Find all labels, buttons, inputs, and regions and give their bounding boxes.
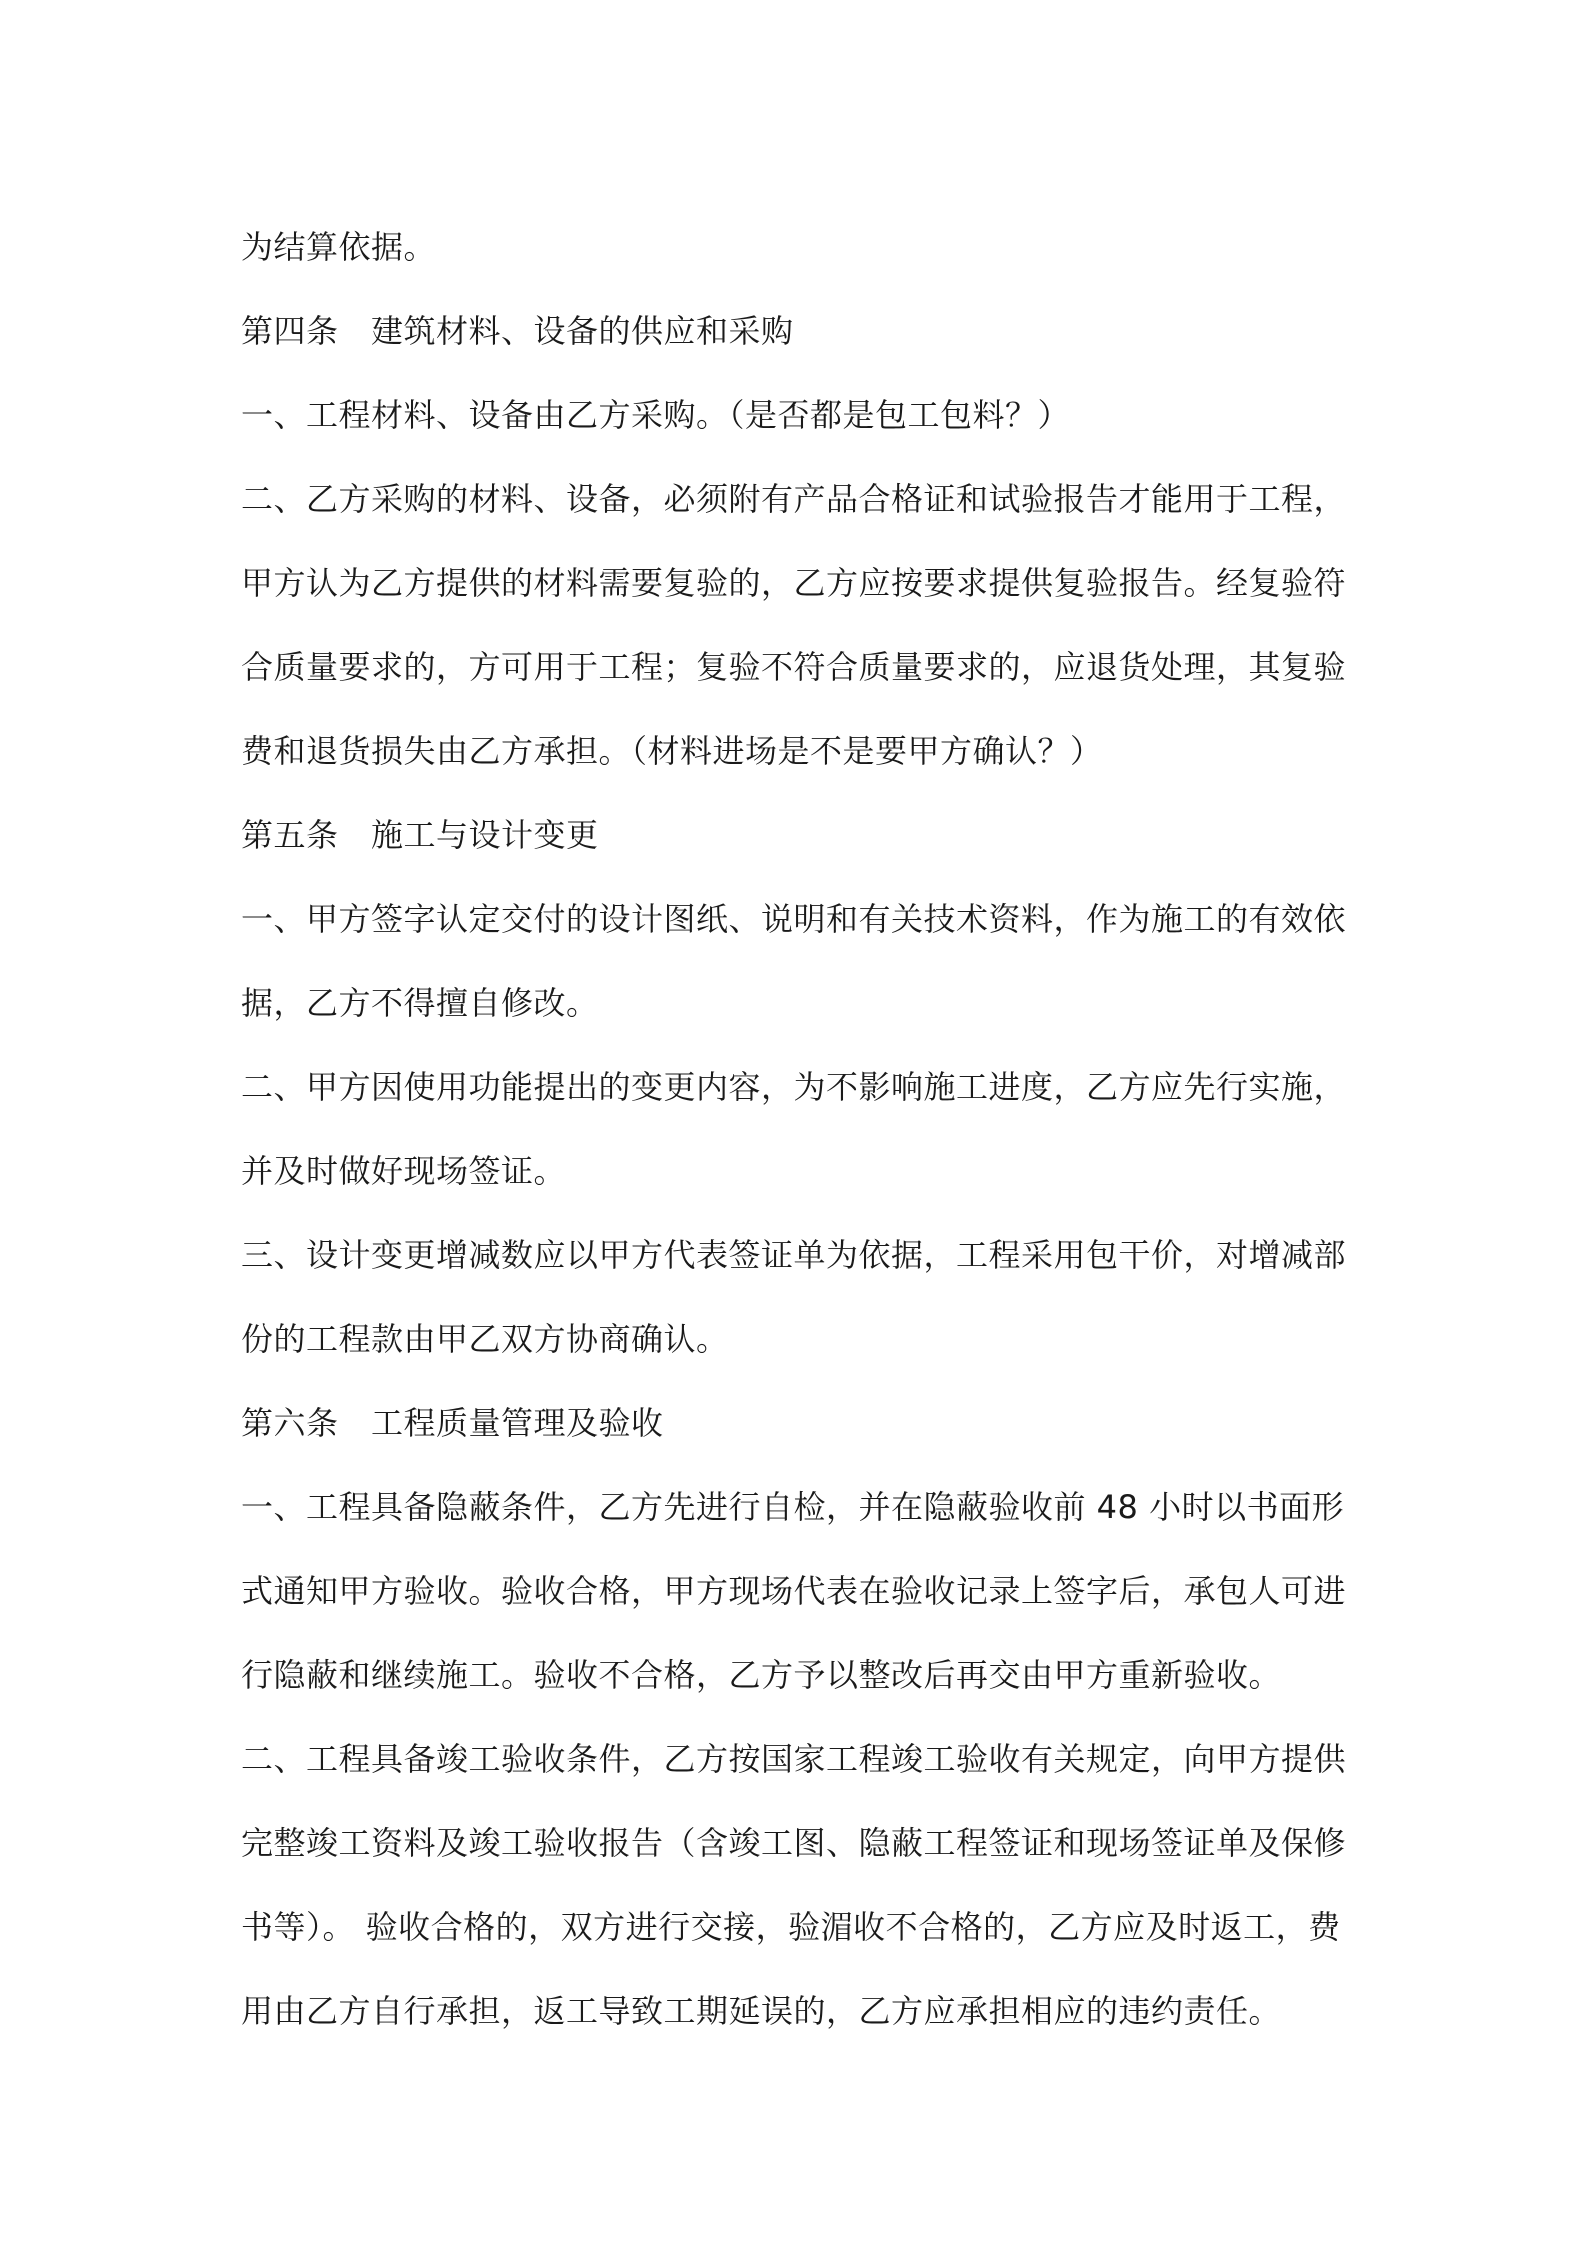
text-line: 甲方认为乙方提供的材料需要复验的，乙方应按要求提供复验报告。经复验符 xyxy=(241,564,1347,602)
text-line: 三、设计变更增减数应以甲方代表签证单为依据，工程采用包干价，对增减部 xyxy=(241,1236,1347,1274)
text-line: 二、工程具备竣工验收条件，乙方按国家工程竣工验收有关规定，向甲方提供 xyxy=(241,1740,1347,1778)
text-line: 完整竣工资料及竣工验收报告（含竣工图、隐蔽工程签证和现场签证单及保修 xyxy=(241,1824,1347,1862)
text-line: 一、工程具备隐蔽条件，乙方先进行自检，并在隐蔽验收前 48 小时以书面形 xyxy=(241,1488,1345,1526)
text-line: 式通知甲方验收。验收合格，甲方现场代表在验收记录上签字后，承包人可进 xyxy=(241,1572,1347,1610)
text-line: 一、工程材料、设备由乙方采购。（是否都是包工包料？） xyxy=(241,396,1071,434)
text-line: 并及时做好现场签证。 xyxy=(241,1152,567,1190)
article-heading: 第四条 建筑材料、设备的供应和采购 xyxy=(241,312,794,350)
text-line: 费和退货损失由乙方承担。（材料进场是不是要甲方确认？） xyxy=(241,732,1103,770)
text-line: 合质量要求的，方可用于工程；复验不符合质量要求的，应退货处理，其复验 xyxy=(241,648,1347,686)
document-body xyxy=(241,205,1361,2053)
text-line: 份的工程款由甲乙双方协商确认。 xyxy=(241,1320,729,1358)
article-heading: 第五条 施工与设计变更 xyxy=(241,816,599,854)
text-line: 一、甲方签字认定交付的设计图纸、说明和有关技术资料，作为施工的有效依 xyxy=(241,900,1347,938)
text-line: 用由乙方自行承担，返工导致工期延误的，乙方应承担相应的违约责任。 xyxy=(241,1992,1282,2030)
text-line: 行隐蔽和继续施工。验收不合格，乙方予以整改后再交由甲方重新验收。 xyxy=(241,1656,1282,1694)
text-line: 书等）。 验收合格的，双方进行交接，验湄收不合格的，乙方应及时返工，费 xyxy=(241,1908,1341,1946)
article-heading: 第六条 工程质量管理及验收 xyxy=(241,1404,664,1442)
text-line: 二、乙方采购的材料、设备，必须附有产品合格证和试验报告才能用于工程， xyxy=(241,480,1347,518)
text-line: 为结算依据。 xyxy=(241,228,437,266)
text-line: 据，乙方不得擅自修改。 xyxy=(241,984,599,1022)
text-line: 二、甲方因使用功能提出的变更内容，为不影响施工进度，乙方应先行实施， xyxy=(241,1068,1347,1106)
